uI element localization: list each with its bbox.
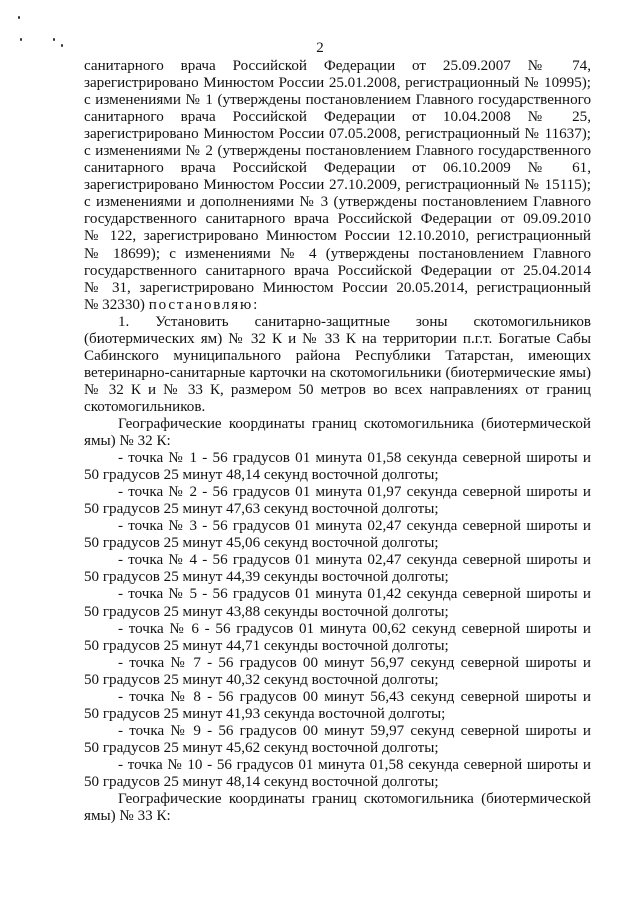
clause-1 (84, 314, 591, 416)
clause-line: 1. Установить санитарно-защитные зоны скотомогильников (118, 313, 591, 330)
text-line: зарегистрировано Минюстом России 27.10.2009, регистрационный № 15115); (84, 177, 591, 194)
point-line: - точка № 2 - 56 градусов 01 минута 01,97 секунда северной широты и (118, 484, 591, 501)
point-line: - точка № 3 - 56 градусов 01 минута 02,47 секунда северной широты и (118, 518, 591, 535)
clause-line: (биотермических ям) № 32 К и № 33 К на территории п.г.т. Богатые Сабы (84, 330, 591, 347)
clause-line: № 32 К и № 33 К, размером 50 метров во всех направлениях от границ (84, 381, 591, 398)
text-line: № 18699); с изменениями № 4 (утверждены постановлением Главного (84, 245, 591, 262)
section-heading: ямы) № 33 К: (84, 808, 171, 825)
text-line: с изменениями № 1 (утверждены постановлением Главного государственного (84, 92, 591, 109)
point-line: 50 градусов 25 минут 40,32 секунд восточной долготы; (84, 671, 439, 688)
point-line: 50 градусов 25 минут 45,06 секунд восточной долготы; (84, 535, 439, 552)
point-line: 50 градусов 25 минут 44,39 секунды восточной долготы; (84, 569, 449, 586)
point-line: - точка № 4 - 56 градусов 01 минута 02,47 секунда северной широты и (118, 552, 591, 569)
text-line: № 122, зарегистрировано Минюстом России 12.10.2010, регистрационный (84, 228, 591, 245)
section-heading: ямы) № 32 К: (84, 433, 171, 450)
clause-line: ветеринарно-санитарные карточки на скотомогильники (биотермические ямы) (84, 364, 591, 381)
text-line: государственного санитарного врача Российской Федерации от 09.09.2010 (84, 211, 591, 228)
coordinates-section-32k (84, 416, 591, 791)
text-line: государственного санитарного врача Российской Федерации от 25.04.2014 (84, 262, 591, 279)
text-line: с изменениями № 2 (утверждены постановлением Главного государственного (84, 143, 591, 160)
text-line: санитарного врача Российской Федерации от 10.04.2008 № 25, (84, 109, 591, 126)
point-line: 50 градусов 25 минут 44,71 секунды восточной долготы; (84, 637, 449, 654)
point-line: 50 градусов 25 минут 41,93 секунда восточной долготы; (84, 705, 446, 722)
point-line: - точка № 6 - 56 градусов 01 минута 00,62 секунд северной широты и (118, 620, 591, 637)
text-line: № 31, зарегистрировано Минюстом России 20.05.2014, регистрационный (84, 279, 591, 296)
point-line: - точка № 8 - 56 градусов 00 минут 56,43 секунд северной широты и (118, 688, 591, 705)
resolve-line (84, 297, 591, 314)
point-line: 50 градусов 25 минут 48,14 секунд восточной долготы; (84, 467, 439, 484)
text-line: санитарного врача Российской Федерации от 25.09.2007 № 74, (84, 58, 591, 74)
text-line: зарегистрировано Минюстом России 07.05.2008, регистрационный № 11637); (84, 126, 591, 143)
clause-line: скотомогильников. (84, 398, 206, 415)
document-body (84, 58, 591, 825)
coordinates-section-33k (84, 791, 591, 825)
point-line: - точка № 7 - 56 градусов 00 минут 56,97 секунд северной широты и (118, 654, 591, 671)
registration-ref: № 32330) (84, 296, 149, 313)
resolve-word: постановляю: (148, 296, 260, 313)
point-line: - точка № 10 - 56 градусов 01 минута 01,58 секунда северной широты и (118, 756, 591, 773)
page-number: 2 (316, 40, 324, 56)
text-line: с изменениями и дополнениями № 3 (утверждены постановлением Главного (84, 194, 591, 211)
section-heading: Географические координаты границ скотомогильника (биотермической (118, 791, 591, 808)
intro-paragraph (84, 58, 591, 314)
point-line: 50 градусов 25 минут 48,14 секунд восточной долготы; (84, 773, 439, 790)
scan-speck (18, 16, 20, 19)
point-line: 50 градусов 25 минут 47,63 секунд восточной долготы; (84, 501, 439, 518)
text-line: санитарного врача Российской Федерации от 06.10.2009 № 61, (84, 160, 591, 177)
point-line: 50 градусов 25 минут 45,62 секунд восточной долготы; (84, 739, 439, 756)
point-line: - точка № 9 - 56 градусов 00 минут 59,97 секунд северной широты и (118, 722, 591, 739)
point-line: - точка № 1 - 56 градусов 01 минута 01,58 секунда северной широты и (118, 450, 591, 467)
text-line: зарегистрировано Минюстом России 25.01.2008, регистрационный № 10995); (84, 75, 591, 92)
clause-line: Сабинского муниципального района Республики Татарстан, имеющих (84, 347, 591, 364)
point-line: - точка № 5 - 56 градусов 01 минута 01,42 секунда северной широты и (118, 586, 591, 603)
section-heading: Географические координаты границ скотомогильника (биотермической (118, 415, 591, 432)
point-line: 50 градусов 25 минут 43,88 секунды восточной долготы; (84, 603, 449, 620)
